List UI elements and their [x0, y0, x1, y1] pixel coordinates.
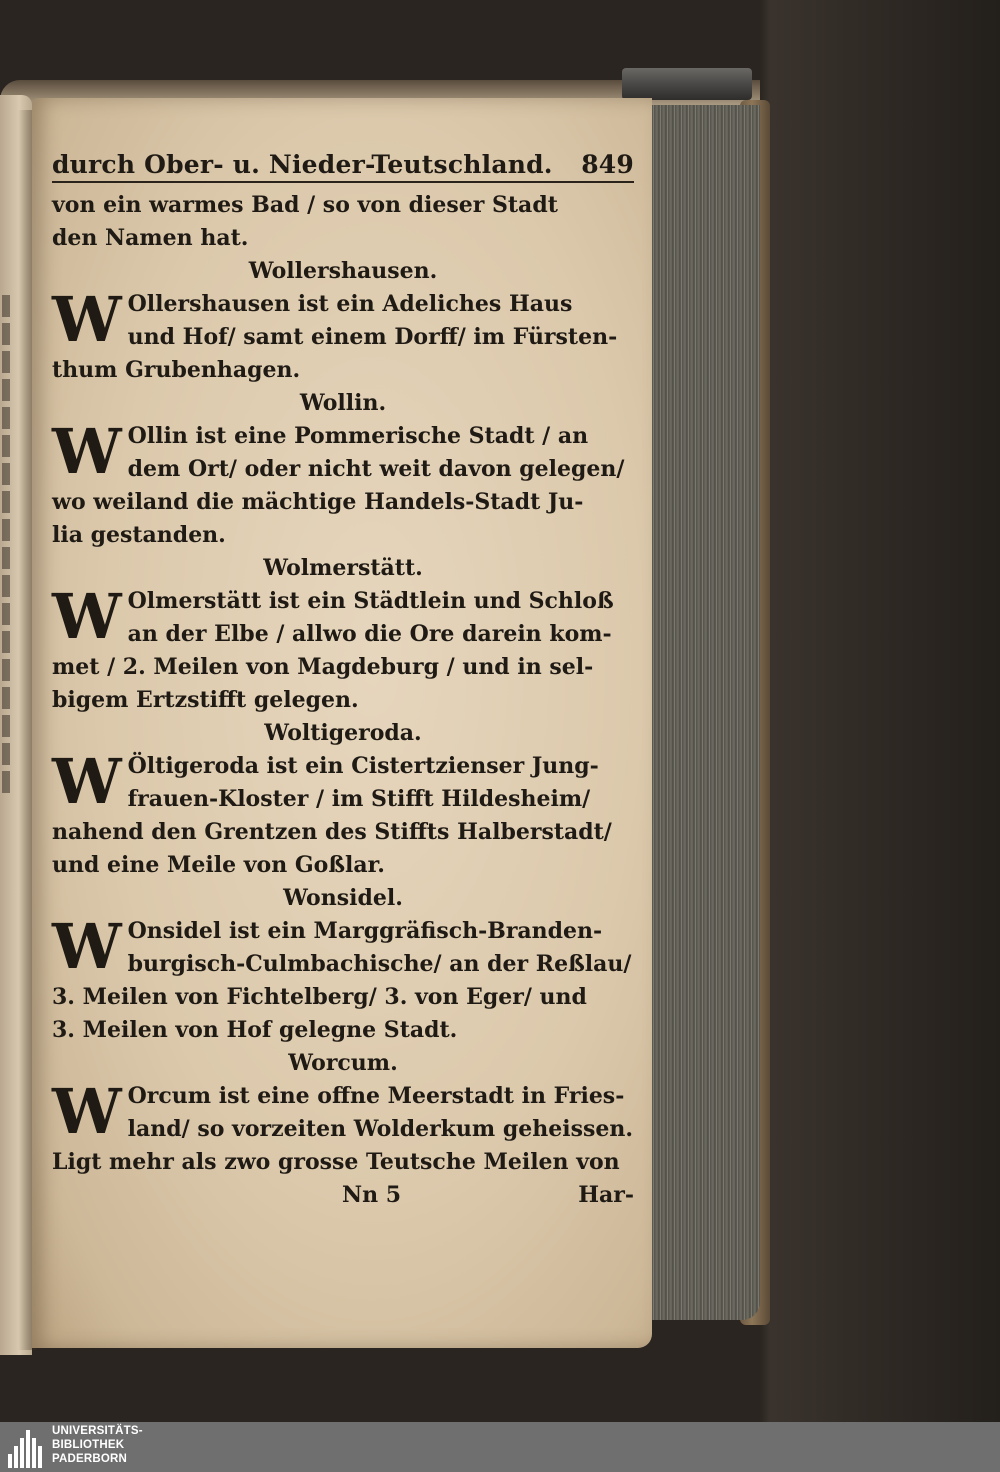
drop-initial: W — [52, 745, 122, 818]
text-line: thum Grubenhagen. — [52, 357, 301, 383]
entry — [52, 580, 634, 717]
text-line: 3. Meilen von Fichtelberg/ 3. von Eger/ und — [52, 984, 587, 1010]
page-number: 849 — [581, 150, 634, 179]
drop-initial: W — [52, 415, 122, 488]
text-line: Öltigeroda ist ein Cistertzienser Jung- — [127, 753, 599, 779]
text-line: met / 2. Meilen von Magdeburg / und in sel- — [52, 654, 594, 680]
entry-heading: Worcum. — [288, 1050, 398, 1076]
catchword: Har- — [578, 1182, 634, 1208]
text-line: Ollershausen ist ein Adeliches Haus — [127, 291, 573, 317]
entry-heading: Wolmerstätt. — [263, 555, 423, 581]
page-block-fore-edge — [640, 105, 760, 1320]
text-line: von ein warmes Bad / so von dieser Stadt — [52, 192, 558, 218]
library-name-line: UNIVERSITÄTS- — [52, 1425, 143, 1437]
entry — [52, 283, 634, 387]
metal-clasp — [622, 68, 752, 100]
text-line: Orcum ist eine offne Meerstadt in Fries- — [127, 1083, 625, 1109]
text-line: Olmerstätt ist ein Städtlein und Schloß — [127, 588, 614, 614]
text-line: nahend den Grentzen des Stiffts Halberstadt/ — [52, 819, 612, 845]
entry — [52, 1075, 634, 1179]
entry-heading: Wollin. — [299, 390, 387, 416]
text-line: und Hof/ samt einem Dorff/ im Fürsten- — [127, 324, 618, 350]
running-header — [52, 150, 634, 183]
text-line: an der Elbe / allwo die Ore darein kom- — [127, 621, 612, 647]
entry — [52, 415, 634, 552]
drop-initial: W — [52, 283, 122, 356]
entry — [52, 745, 634, 882]
text-line: wo weiland die mächtige Handels-Stadt Ju- — [52, 489, 584, 515]
text-line: den Namen hat. — [52, 225, 249, 251]
text-line: dem Ort/ oder nicht weit davon gelegen/ — [127, 456, 625, 482]
text-line: lia gestanden. — [52, 522, 226, 548]
text-line: bigem Ertzstifft gelegen. — [52, 687, 359, 713]
entry-heading: Wonsidel. — [283, 885, 403, 911]
text-line: Ligt mehr als zwo grosse Teutsche Meilen von — [52, 1149, 620, 1175]
drop-initial: W — [52, 910, 122, 983]
library-name-line: BIBLIOTHEK — [52, 1439, 125, 1451]
page-footer-line — [52, 1179, 634, 1212]
text-line: frauen-Kloster / im Stifft Hildesheim/ — [127, 786, 591, 812]
library-logo-icon — [6, 1426, 46, 1468]
drop-initial: W — [52, 1075, 122, 1148]
text-line: 3. Meilen von Hof gelegne Stadt. — [52, 1017, 458, 1043]
library-name-line: PADERBORN — [52, 1453, 128, 1465]
text-line: burgisch-Culmbachische/ an der Reßlau/ — [127, 951, 632, 977]
text-line: Ollin ist eine Pommerische Stadt / an — [127, 423, 589, 449]
page-text — [52, 150, 634, 1212]
text-line: Onsidel ist ein Marggräfisch-Branden- — [127, 918, 603, 944]
text-line: land/ so vorzeiten Wolderkum geheissen. — [127, 1116, 633, 1142]
entry — [52, 910, 634, 1047]
entry-heading: Woltigeroda. — [264, 720, 422, 746]
signature-mark: Nn 5 — [342, 1182, 402, 1208]
left-page-text-fragments — [2, 295, 16, 799]
text-line: und eine Meile von Goßlar. — [52, 852, 385, 878]
library-logo-bar — [0, 1422, 1000, 1472]
library-name — [52, 1424, 143, 1466]
running-head: durch Ober- u. Nieder-Teutschland. — [52, 150, 553, 179]
entry-heading: Wollershausen. — [248, 258, 438, 284]
drop-initial: W — [52, 580, 122, 653]
